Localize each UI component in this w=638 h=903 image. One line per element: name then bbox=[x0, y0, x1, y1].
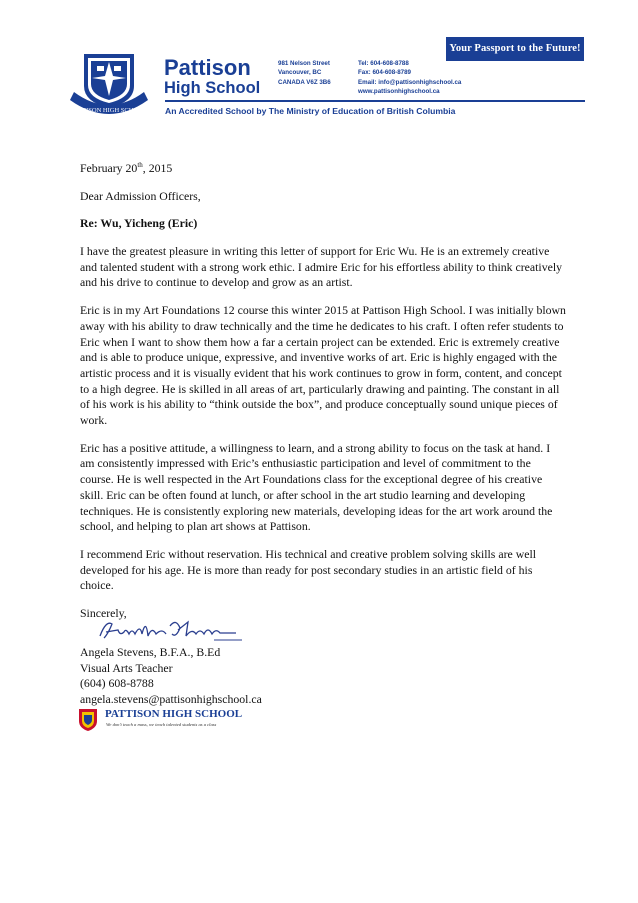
slogan-banner: Your Passport to the Future! bbox=[446, 37, 584, 61]
paragraph: I have the greatest pleasure in writing this letter of support for Eric Wu. He is an extremely creative and talented student with a strong work ethic. I admire Eric for his effortless ability to think creatively and his drive to continue to develop and grow as an artist. bbox=[80, 244, 563, 290]
letterhead-divider bbox=[165, 100, 585, 102]
closing: Sincerely, bbox=[80, 606, 127, 621]
school-contact bbox=[358, 59, 461, 96]
footer-crest-icon bbox=[78, 708, 98, 732]
contact-email[interactable]: Email: info@pattisonhighschool.ca bbox=[358, 78, 462, 86]
school-name-line1: Pattison bbox=[164, 55, 251, 80]
footer-school-name: PATTISON HIGH SCHOOL bbox=[105, 708, 243, 720]
crest-banner-text: PATTISON HIGH SCHOOL bbox=[71, 107, 147, 114]
handwritten-signature bbox=[96, 614, 246, 646]
footer-motto: We don’t teach a mass, we teach talented students as a class bbox=[106, 722, 217, 727]
school-address bbox=[278, 59, 331, 87]
signer-email[interactable]: angela.stevens@pattisonhighschool.ca bbox=[80, 691, 262, 706]
footer-school-logo bbox=[78, 708, 318, 738]
signer-phone: (604) 608-8788 bbox=[80, 676, 154, 690]
address-line: 981 Nelson Street bbox=[278, 60, 330, 67]
school-name-line2: High School bbox=[164, 79, 261, 97]
letter-date: February 20th, 2015 bbox=[80, 160, 173, 175]
signer-title: Visual Arts Teacher bbox=[80, 660, 173, 675]
letter-body bbox=[80, 158, 566, 634]
subject-line: Re: Wu, Yicheng (Eric) bbox=[80, 216, 198, 231]
contact-website[interactable]: www.pattisonhighschool.ca bbox=[358, 87, 440, 95]
address-line: CANADA V6Z 3B6 bbox=[278, 78, 331, 86]
signer-name: Angela Stevens, B.F.A., B.Ed bbox=[80, 645, 221, 659]
paragraph: I recommend Eric without reservation. His technical and creative problem solving skills are well developed for his age. He is more than ready for post secondary studies in an artistic field of his choice. bbox=[80, 546, 537, 593]
address-line: Vancouver, BC bbox=[278, 69, 322, 77]
paragraph: Eric is in my Art Foundations 12 course this winter 2015 at Pattison High School. I was initially blown away with his ability to draw technically and the time he dedicates to his craft. I often refer students to Eric when I want to show them how a far a certain project can be extended. Eric is extremely creative and is able to produce unique, expressive, and inventive works of art. Eric is highly engaged with the artistic process and it is visually evident that his work continues to grow in form, content, and concept to a high degree. He is skilled in all areas of art, particularly drawing and painting. The constant in all of his work is his ability to “think outside the box”, and produce conceptually sound unique pieces of work. bbox=[80, 303, 566, 428]
school-crest-logo bbox=[64, 48, 154, 120]
paragraph: Eric has a positive attitude, a willingness to learn, and a strong ability to focus on the task at hand. I am consistently impressed with Eric’s enthusiastic participation and level of commitment to the course. He is well respected in the Art Foundations class for the exceptional degree of his creative skill. Eric can be often found at lunch, or after school in the art studio learning and developing techniques. He is consistently exploring new materials, developing ideas for the art work around the school, and helping to plan art shows at Pattison. bbox=[80, 440, 553, 534]
salutation: Dear Admission Officers, bbox=[80, 188, 201, 203]
accreditation-line: An Accredited School by The Ministry of Education of British Columbia bbox=[165, 106, 456, 116]
school-name bbox=[164, 57, 260, 97]
contact-tel: Tel: 604-608-8788 bbox=[358, 60, 409, 67]
contact-fax: Fax: 604-608-8789 bbox=[358, 69, 411, 77]
signer-block bbox=[80, 645, 262, 707]
